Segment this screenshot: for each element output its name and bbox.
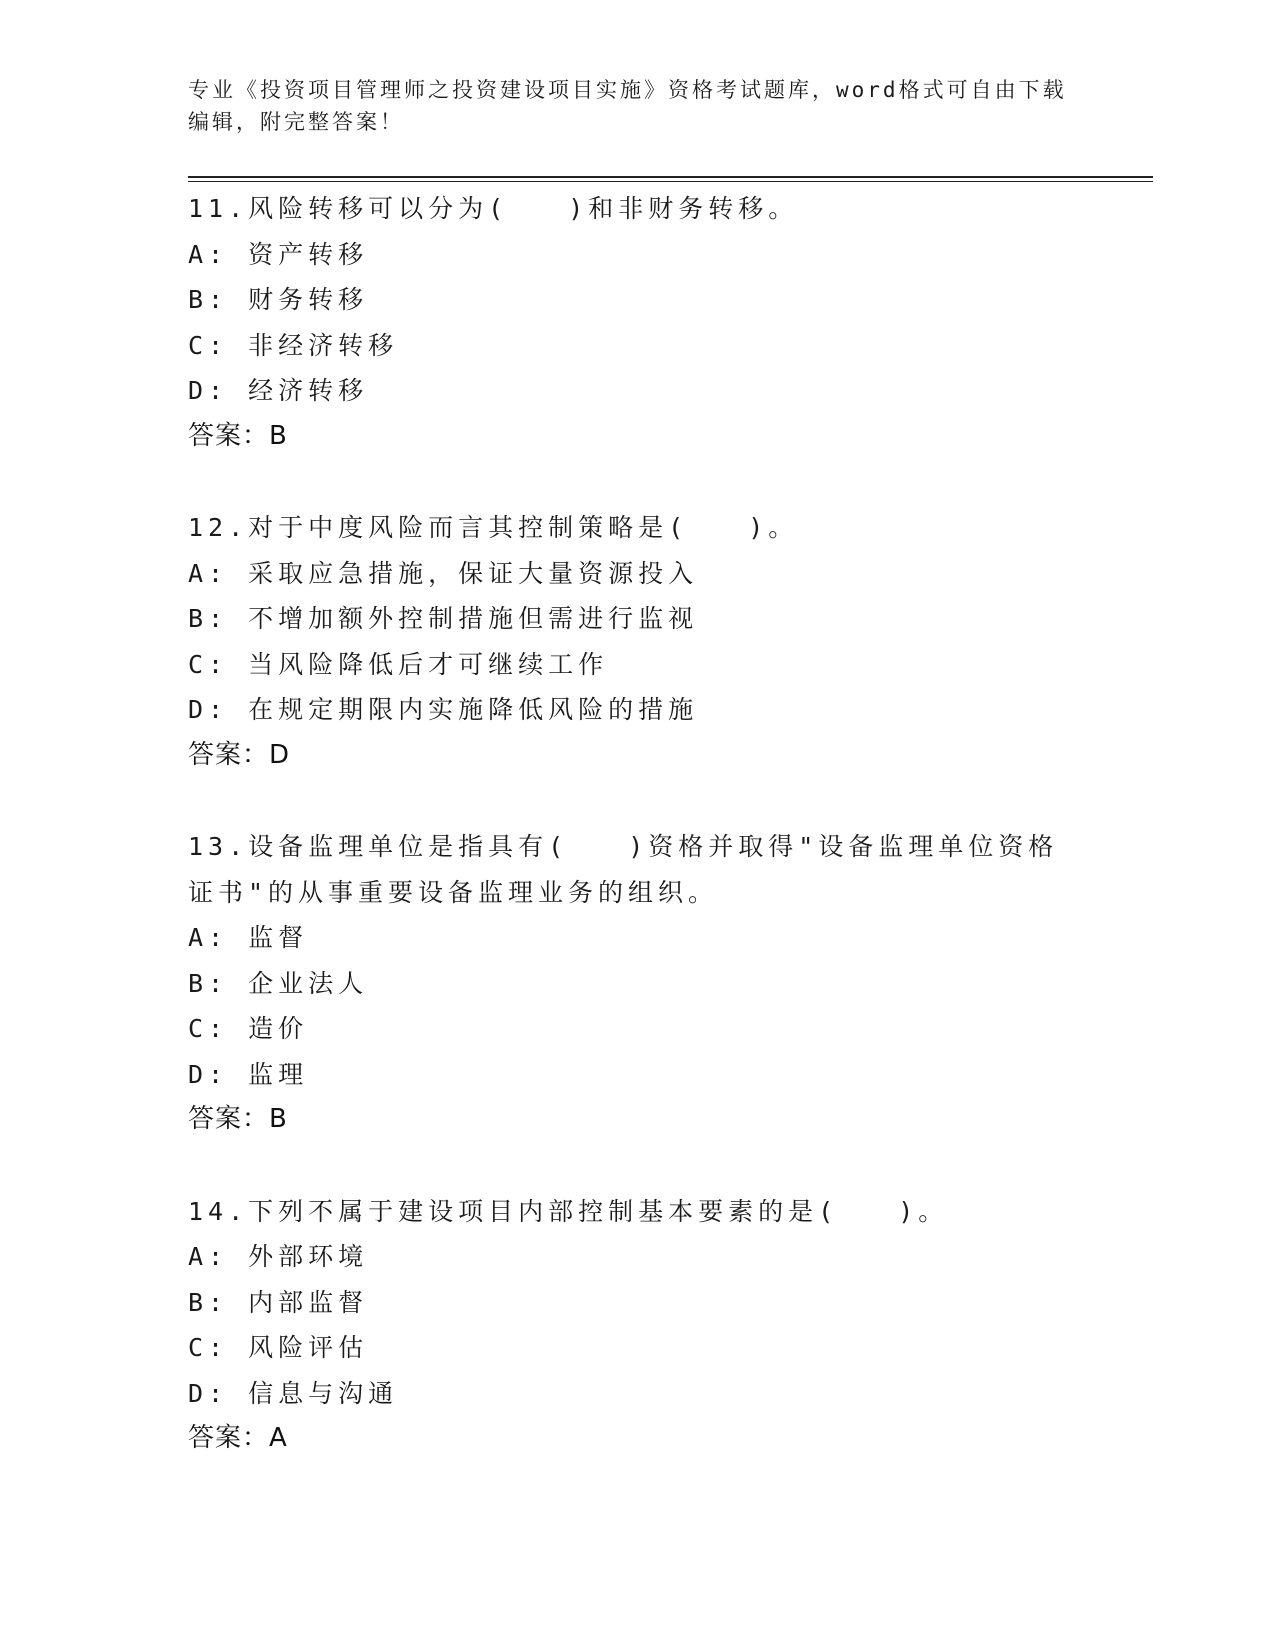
option-d: D: 在规定期限内实施降低风险的措施 xyxy=(188,695,699,724)
question-stem: 11.风险转移可以分为( )和非财务转移。 xyxy=(188,194,799,223)
option-d: D: 监理 xyxy=(188,1059,309,1089)
option-a: A: 外部环境 xyxy=(188,1242,369,1271)
option-a: A: 资产转移 xyxy=(188,239,369,269)
question-11 xyxy=(188,186,1153,459)
answer-label: 答案：A xyxy=(188,1423,288,1453)
option-c: C: 造价 xyxy=(188,1014,309,1043)
option-c: C: 当风险降低后才可继续工作 xyxy=(188,649,609,679)
option-d: D: 经济转移 xyxy=(188,376,369,405)
question-list xyxy=(188,186,1153,1462)
question-12 xyxy=(188,505,1153,778)
option-b: B: 内部监督 xyxy=(188,1287,369,1317)
option-d: D: 信息与沟通 xyxy=(188,1378,399,1408)
question-stem: 14.下列不属于建设项目内部控制基本要素的是( )。 xyxy=(188,1196,949,1226)
option-a: A: 采取应急措施，保证大量资源投入 xyxy=(188,558,699,588)
answer-label: 答案：B xyxy=(188,1104,288,1134)
question-14 xyxy=(188,1189,1153,1462)
header-divider xyxy=(188,176,1153,182)
question-stem: 13.设备监理单位是指具有( )资格并取得"设备监理单位资格证书"的从事重要设备监理业务的组织。 xyxy=(188,832,1059,907)
answer-label: 答案：B xyxy=(188,420,288,451)
option-b: B: 企业法人 xyxy=(188,968,369,998)
question-13 xyxy=(188,824,1153,1143)
option-a: A: 监督 xyxy=(188,923,309,952)
option-c: C: 风险评估 xyxy=(188,1333,369,1362)
document-header: 专业《投资项目管理师之投资建设项目实施》资格考试题库，word格式可自由下载编辑，附完整答案！ xyxy=(188,78,1067,134)
question-spacer xyxy=(188,459,1153,505)
question-spacer xyxy=(188,778,1153,824)
answer-label: 答案：D xyxy=(188,739,291,770)
question-stem: 12.对于中度风险而言其控制策略是( )。 xyxy=(188,513,799,542)
option-b: B: 不增加额外控制措施但需进行监视 xyxy=(188,604,699,633)
option-b: B: 财务转移 xyxy=(188,285,369,314)
question-spacer xyxy=(188,1143,1153,1189)
option-c: C: 非经济转移 xyxy=(188,330,399,360)
